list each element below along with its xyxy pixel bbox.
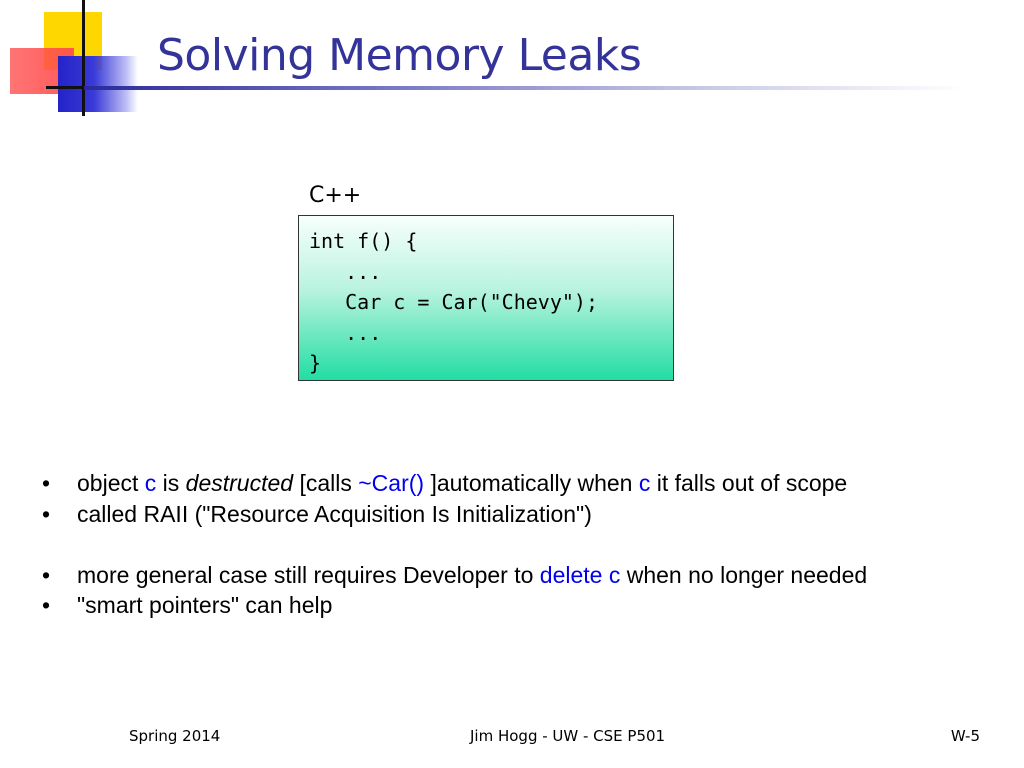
bullet-item	[42, 590, 867, 621]
footer-author: Jim Hogg - UW - CSE P501	[470, 727, 666, 745]
emphasis-text: destructed	[185, 470, 294, 496]
bullet-text: "smart pointers" can help	[77, 592, 333, 618]
code-line: }	[309, 351, 322, 375]
slide-title: Solving Memory Leaks	[157, 30, 642, 81]
bullet-spacer	[42, 529, 867, 560]
code-ref: c	[144, 470, 157, 496]
bullet-item	[42, 468, 867, 499]
bullet-text: it falls out of scope	[650, 470, 848, 496]
code-language-label: C++	[309, 183, 362, 208]
bullet-text: object	[77, 470, 145, 496]
bullet-marker: •	[42, 470, 51, 496]
decor-blue-square	[58, 56, 138, 112]
bullet-marker: •	[42, 500, 51, 527]
code-line: Car c = Car("Chevy");	[309, 290, 598, 314]
footer-date: Spring 2014	[129, 727, 221, 745]
bullet-text: ]automatically when	[424, 470, 639, 496]
code-line: int f() {	[309, 229, 418, 253]
bullet-text: called RAII ("Resource Acquisition Is Initialization")	[77, 500, 592, 527]
bullet-marker: •	[42, 592, 51, 618]
code-ref: c	[638, 470, 651, 496]
bullet-text: more general case still requires Developer to	[77, 561, 540, 588]
bullet-text: is	[156, 470, 186, 496]
code-text	[309, 226, 598, 379]
code-ref: delete c	[539, 561, 621, 588]
code-line: ...	[309, 320, 382, 345]
title-underline-rule	[84, 86, 964, 90]
code-block	[298, 215, 674, 381]
bullet-text: when no longer needed	[620, 561, 868, 588]
bullet-marker: •	[42, 561, 51, 588]
decor-horizontal-line	[46, 86, 86, 89]
bullet-list	[42, 468, 867, 621]
decor-vertical-line	[82, 0, 85, 116]
bullet-item	[42, 560, 867, 591]
code-ref: ~Car()	[358, 470, 425, 496]
footer-slide-number: W-5	[950, 727, 980, 745]
bullet-text: [calls	[293, 470, 359, 496]
bullet-item	[42, 499, 867, 530]
code-line: ...	[309, 259, 382, 284]
